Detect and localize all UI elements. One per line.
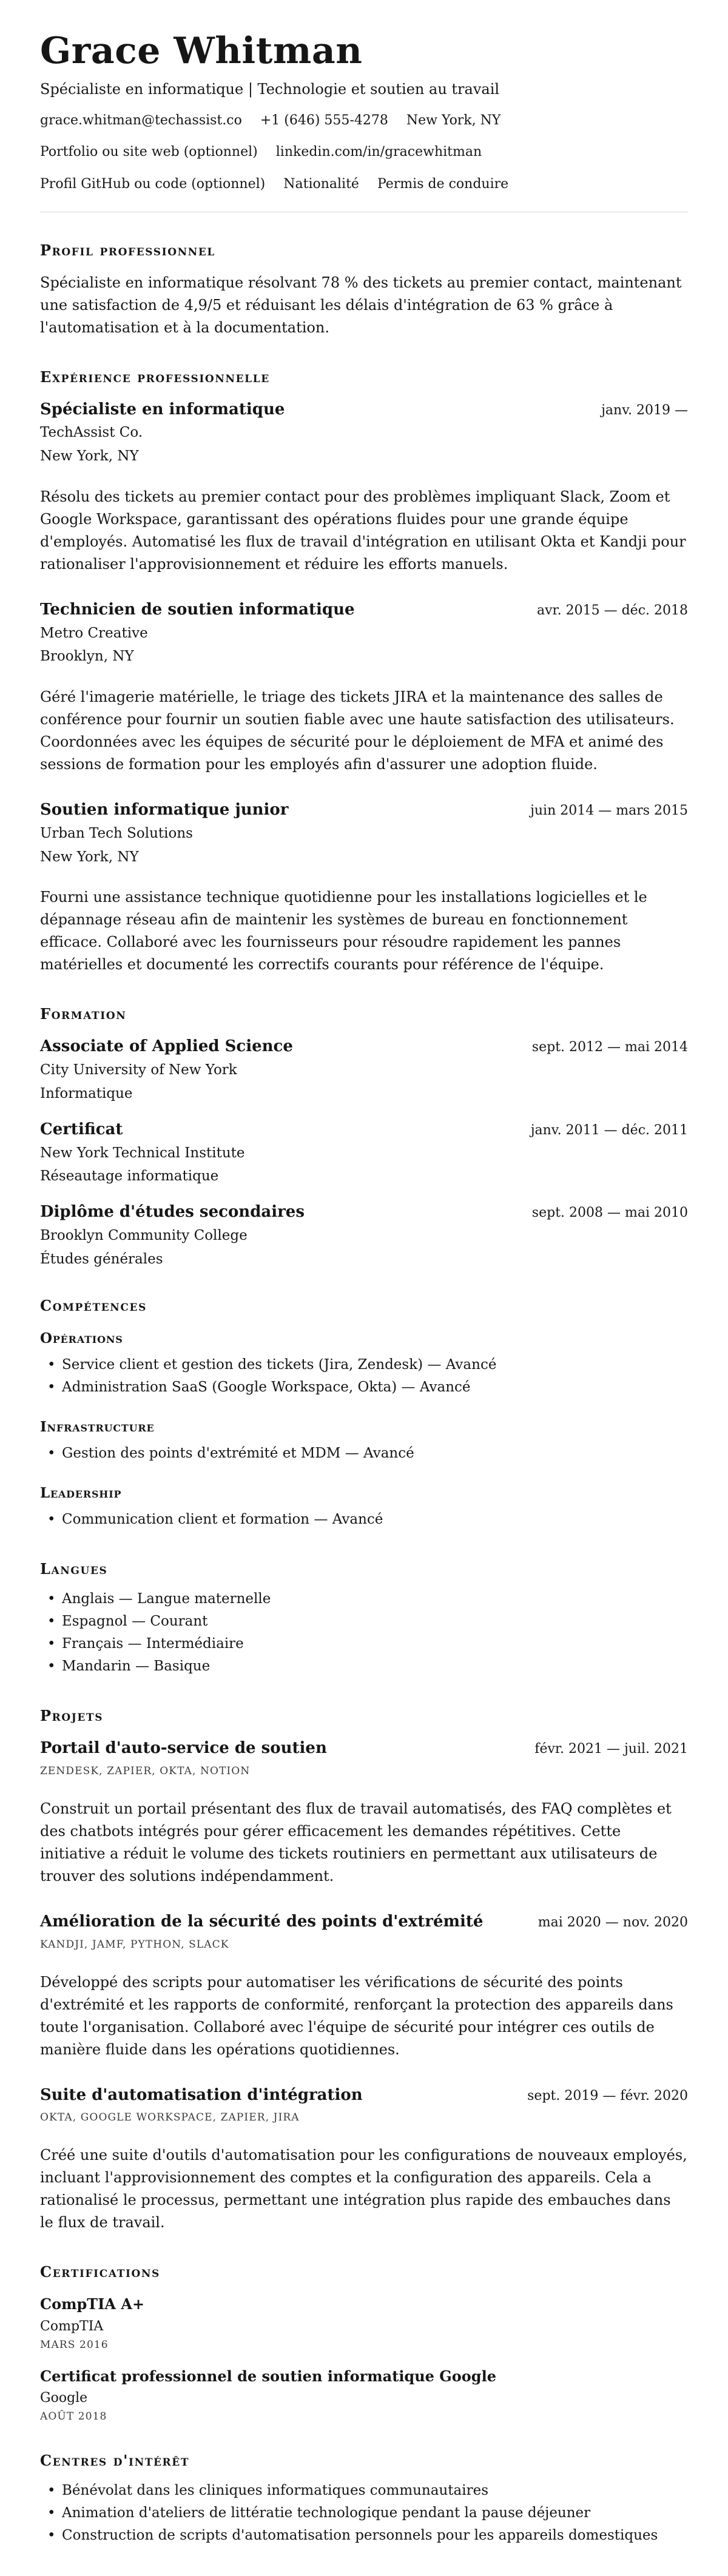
- education-entry: [40, 1120, 688, 1185]
- field-of-study: Réseautage informatique: [40, 1168, 219, 1185]
- resume-header: [40, 32, 688, 193]
- job-description: Résolu des tickets au premier contact pour des problèmes impliquant Slack, Zoom et Google Workspace, garantissant des opérations fluides pour une grande équipe d'employés. Automatisé les flux de travail d'intégration en utilisant Okta et Kandji pour rationaliser l'approvisionnement et réduire les efforts manuels.: [40, 488, 686, 573]
- certification-entry: [40, 2295, 688, 2350]
- section-heading-interests: Centres d'intérêt: [40, 2451, 190, 2469]
- section-heading-certifications: Certifications: [40, 2263, 160, 2281]
- project-title: Amélioration de la sécurité des points d'extrémité: [40, 1912, 484, 1931]
- education-entry: [40, 1037, 688, 1102]
- school-name: Brooklyn Community College: [40, 1227, 248, 1243]
- certification-date: AOÛT 2018: [40, 2410, 107, 2423]
- job-company: TechAssist Co.: [40, 425, 143, 441]
- project-tools: KANDJI, JAMF, PYTHON, SLACK: [40, 1938, 229, 1951]
- skill-category-name: Infrastructure: [40, 1419, 155, 1436]
- school-name: New York Technical Institute: [40, 1145, 245, 1161]
- language-item: • Espagnol — Courant: [40, 1610, 688, 1633]
- project-description: Créé une suite d'outils d'automatisation pour les configurations de nouveaux employés, incluant l'approvisionnement des comptes et la configuration des appareils. Cela a rationalisé le processus, permettant une intégration plus rapide des embauches dans le flux de travail.: [40, 2147, 687, 2231]
- contact-phone: +1 (646) 555-4278: [260, 112, 388, 128]
- skill-category-name: Opérations: [40, 1330, 123, 1347]
- project-tools: ZENDESK, ZAPIER, OKTA, NOTION: [40, 1764, 251, 1777]
- project-description: Construit un portail présentant des flux de travail automatisés, des FAQ complètes et des chatbots intégrés pour gérer efficacement les demandes répétitives. Cette initiative a réduit le volume des tickets routiniers en permettant aux utilisateurs de trouver des solutions indépendamment.: [40, 1800, 672, 1885]
- education-dates: sept. 2012 — mai 2014: [531, 1040, 688, 1055]
- interest-item: • Construction de scripts d'automatisation personnels pour les appareils domestiques: [40, 2524, 688, 2547]
- contact-row-3: [40, 176, 688, 193]
- section-heading-skills: Compétences: [40, 1297, 147, 1315]
- contact-portfolio-placeholder[interactable]: Portfolio ou site web (optionnel): [40, 144, 258, 160]
- skill-list: [40, 1508, 688, 1531]
- skill-category-leadership: [40, 1484, 688, 1531]
- language-item: • Anglais — Langue maternelle: [40, 1588, 688, 1610]
- section-projects: [40, 1707, 688, 2234]
- project-entry: [40, 1738, 688, 1888]
- contact-linkedin[interactable]: linkedin.com/in/gracewhitman: [275, 144, 482, 160]
- project-tools: OKTA, GOOGLE WORKSPACE, ZAPIER, JIRA: [40, 2111, 300, 2124]
- job-title: Soutien informatique junior: [40, 801, 289, 819]
- project-title: Suite d'automatisation d'intégration: [40, 2085, 363, 2104]
- education-entry-head: [40, 1037, 688, 1057]
- section-heading-education: Formation: [40, 1005, 127, 1023]
- job-title: Technicien de soutien informatique: [40, 600, 355, 619]
- job-company: Metro Creative: [40, 625, 148, 641]
- education-entry: [40, 1202, 688, 1268]
- experience-entry-head: [40, 400, 688, 420]
- degree-title: Certificat: [40, 1120, 123, 1138]
- job-description: Géré l'imagerie matérielle, le triage des tickets JIRA et la maintenance des salles de conférence pour fournir un soutien fiable avec une haute satisfaction des utilisateurs. Coordonnées avec les équipes de sécurité pour le déploiement de MFA et animé des sessions de formation pour les employés afin d'assurer une adoption fluide.: [40, 688, 675, 773]
- project-dates: mai 2020 — nov. 2020: [538, 1914, 688, 1930]
- language-item: • Français — Intermédiaire: [40, 1633, 688, 1655]
- skill-item: • Gestion des points d'extrémité et MDM — Avancé: [40, 1442, 688, 1465]
- section-heading-projects: Projets: [40, 1707, 104, 1725]
- project-entry-head: [40, 2085, 688, 2106]
- skill-item: • Administration SaaS (Google Workspace, Okta) — Avancé: [40, 1376, 688, 1399]
- contact-row-1: [40, 112, 688, 130]
- section-interests: [40, 2452, 688, 2547]
- contact-email[interactable]: grace.whitman@techassist.co: [40, 112, 242, 128]
- certification-issuer: Google: [40, 2390, 88, 2406]
- skill-item: • Communication client et formation — Avancé: [40, 1508, 688, 1531]
- job-title: Spécialiste en informatique: [40, 400, 285, 419]
- interest-list: [40, 2480, 688, 2547]
- project-description: Développé des scripts pour automatiser les vérifications de sécurité des points d'extrémité et les rapports de conformité, renforçant la protection des appareils dans toute l'organisation. Collaboré avec l'équipe de sécurité pour intégrer ces outils de manière fluide dans les opérations quotidiennes.: [40, 1973, 673, 2058]
- section-education: [40, 1005, 688, 1268]
- degree-title: Associate of Applied Science: [40, 1037, 293, 1056]
- contact-driving-license-placeholder[interactable]: Permis de conduire: [377, 176, 509, 192]
- experience-entry: [40, 800, 688, 976]
- language-item: • Mandarin — Basique: [40, 1655, 688, 1678]
- skill-list: [40, 1354, 688, 1399]
- project-dates: févr. 2021 — juil. 2021: [534, 1741, 688, 1757]
- project-entry-head: [40, 1738, 688, 1759]
- section-languages: [40, 1560, 688, 1678]
- project-entry: [40, 1912, 688, 2061]
- interest-item: • Bénévolat dans les cliniques informatiques communautaires: [40, 2480, 688, 2502]
- certification-issuer: CompTIA: [40, 2318, 104, 2334]
- skill-category-name: Leadership: [40, 1485, 122, 1502]
- job-description: Fourni une assistance technique quotidienne pour les installations logicielles et le dépannage réseau afin de maintenir les systèmes de bureau en fonctionnement efficace. Collaboré avec les fournisseurs pour résoudre rapidement les pannes matérielles et documenté les correctifs courants pour référence de l'équipe.: [40, 889, 647, 974]
- profile-summary: Spécialiste en informatique résolvant 78 % des tickets au premier contact, maintenant une satisfaction de 4,9/5 et réduisant les délais d'intégration de 63 % grâce à l'automatisation et à la documentation.: [40, 274, 682, 336]
- project-entry: [40, 2085, 688, 2235]
- degree-title: Diplôme d'études secondaires: [40, 1203, 305, 1222]
- education-dates: janv. 2011 — déc. 2011: [530, 1122, 688, 1138]
- candidate-tagline: Spécialiste en informatique | Technologie et soutien au travail: [40, 80, 500, 98]
- experience-entry: [40, 600, 688, 776]
- education-entry-head: [40, 1120, 688, 1140]
- candidate-name: Grace Whitman: [40, 30, 363, 72]
- school-name: City University of New York: [40, 1062, 237, 1078]
- certification-date: MARS 2016: [40, 2338, 109, 2351]
- project-title: Portail d'auto-service de soutien: [40, 1739, 327, 1758]
- section-experience: [40, 368, 688, 977]
- project-dates: sept. 2019 — févr. 2020: [527, 2088, 688, 2104]
- section-heading-experience: Expérience professionnelle: [40, 368, 270, 386]
- job-location: New York, NY: [40, 849, 139, 865]
- skill-item: • Service client et gestion des tickets (Jira, Zendesk) — Avancé: [40, 1354, 688, 1376]
- contact-nationality-placeholder[interactable]: Nationalité: [283, 176, 359, 192]
- project-entry-head: [40, 1912, 688, 1932]
- job-company: Urban Tech Solutions: [40, 825, 193, 841]
- experience-entry-head: [40, 800, 688, 821]
- certification-entry: [40, 2367, 688, 2423]
- experience-entry: [40, 400, 688, 576]
- section-profile: [40, 241, 688, 339]
- certification-name: CompTIA A+: [40, 2295, 145, 2313]
- education-dates: sept. 2008 — mai 2010: [531, 1205, 688, 1221]
- contact-github-placeholder[interactable]: Profil GitHub ou code (optionnel): [40, 176, 266, 192]
- job-dates: janv. 2019 —: [601, 402, 688, 418]
- job-dates: avr. 2015 — déc. 2018: [536, 602, 688, 618]
- job-dates: juin 2014 — mars 2015: [530, 803, 688, 819]
- skill-category-operations: [40, 1330, 688, 1399]
- field-of-study: Informatique: [40, 1086, 133, 1102]
- interest-item: • Animation d'ateliers de littératie technologique pendant la pause déjeuner: [40, 2502, 688, 2524]
- experience-entry-head: [40, 600, 688, 620]
- section-heading-profile: Profil professionnel: [40, 241, 215, 259]
- job-location: Brooklyn, NY: [40, 648, 134, 665]
- job-location: New York, NY: [40, 448, 139, 465]
- contact-location: New York, NY: [406, 112, 501, 128]
- field-of-study: Études générales: [40, 1251, 163, 1267]
- section-heading-languages: Langues: [40, 1560, 108, 1578]
- skill-category-infrastructure: [40, 1418, 688, 1465]
- skill-list: [40, 1442, 688, 1465]
- section-skills: [40, 1297, 688, 1531]
- section-certifications: [40, 2263, 688, 2422]
- contact-row-2: [40, 144, 688, 161]
- language-list: [40, 1588, 688, 1678]
- certification-name: Certificat professionnel de soutien informatique Google: [40, 2367, 496, 2385]
- education-entry-head: [40, 1202, 688, 1223]
